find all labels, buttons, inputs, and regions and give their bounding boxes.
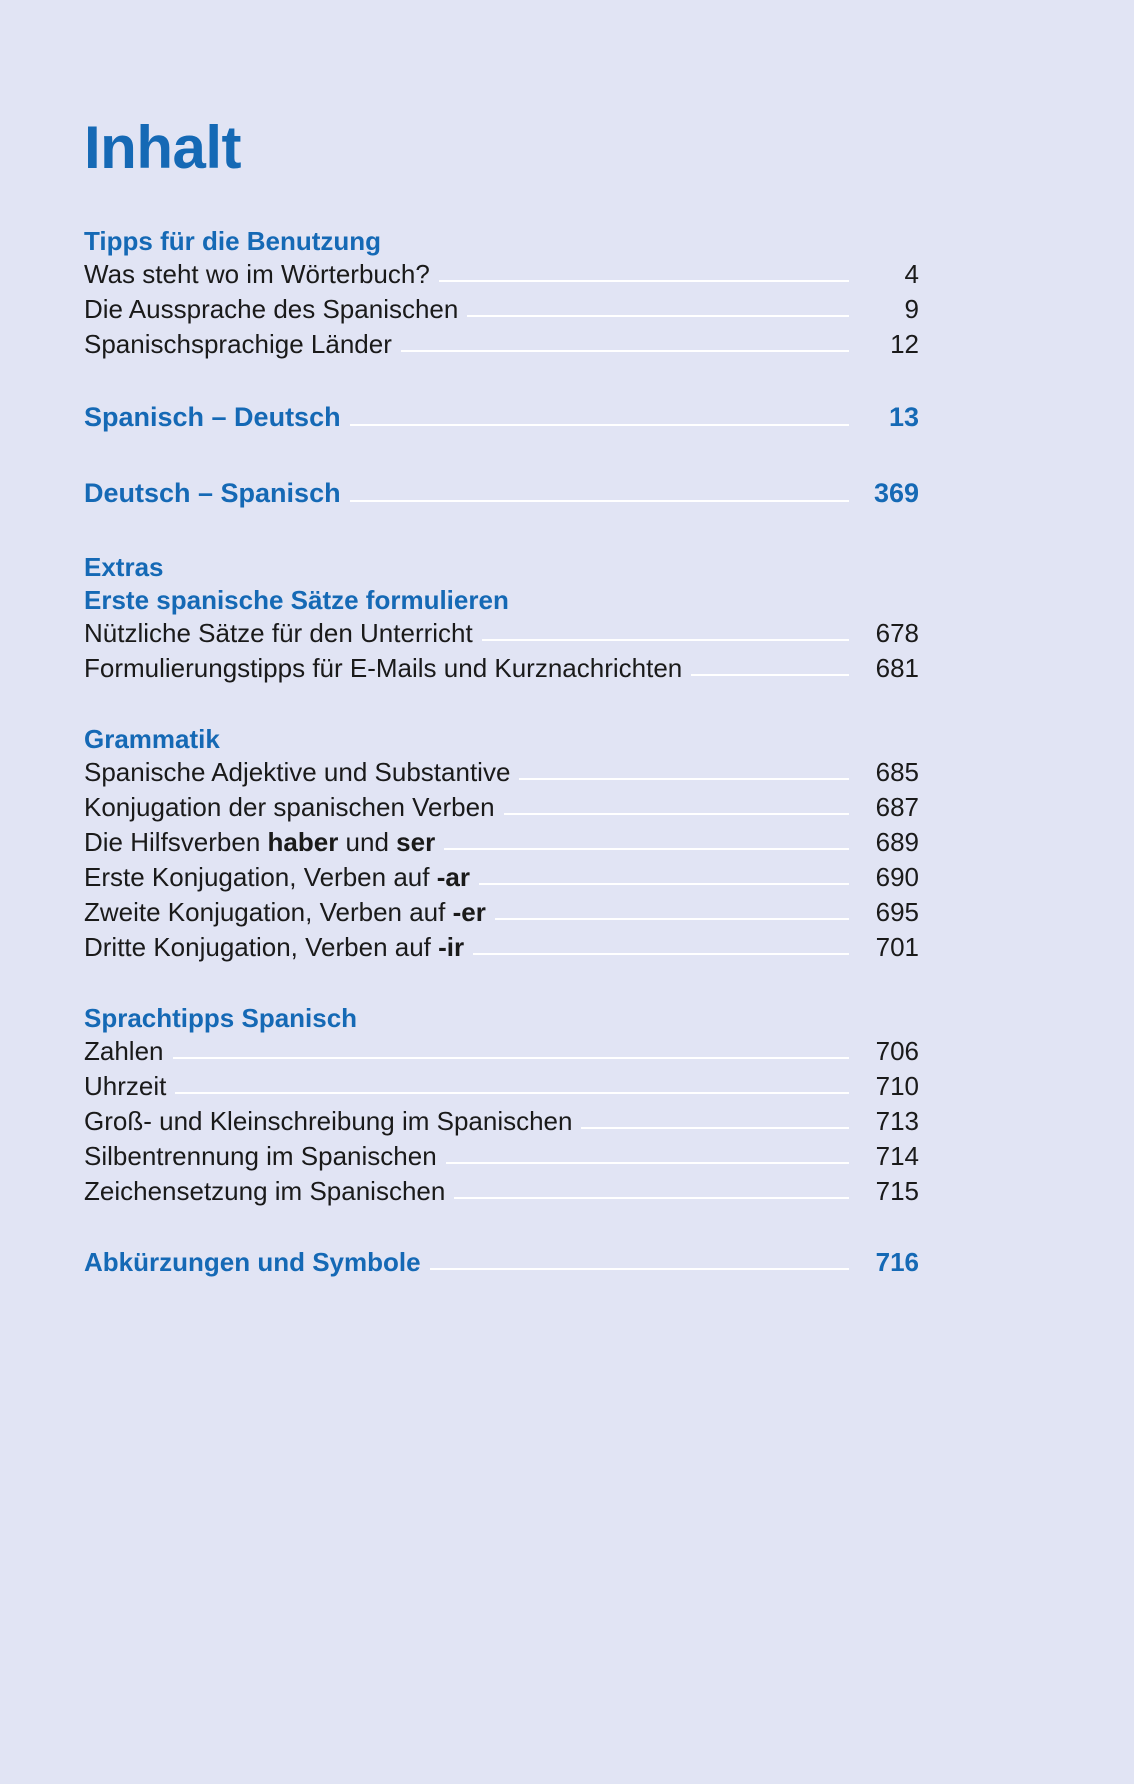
- toc-entry[interactable]: [84, 930, 919, 965]
- toc-leader-line: [444, 849, 849, 850]
- toc-entry-label: Erste spanische Sätze formulieren: [84, 585, 509, 615]
- toc-page-number: 9: [904, 294, 919, 324]
- toc-page-number: 685: [875, 757, 919, 787]
- toc-entry[interactable]: [84, 755, 919, 790]
- toc-section-abkuerzungen: [84, 1245, 919, 1278]
- page-title: Inhalt: [84, 114, 241, 181]
- toc-heading[interactable]: [84, 1245, 919, 1278]
- toc-entry[interactable]: [84, 292, 919, 327]
- toc-entry[interactable]: [84, 257, 919, 292]
- toc-entry-label: Sprachtipps Spanisch: [84, 1003, 358, 1033]
- toc-entry-label: Was steht wo im Wörterbuch?: [84, 259, 430, 289]
- toc-entry-label: Spanischsprachige Länder: [84, 329, 392, 359]
- toc-entry[interactable]: [84, 651, 919, 686]
- toc-page-number: 13: [888, 402, 919, 432]
- toc-entry[interactable]: [84, 825, 919, 860]
- toc-page-number: 690: [875, 862, 919, 892]
- toc-heading[interactable]: [84, 398, 919, 438]
- toc-page-number: 716: [875, 1247, 919, 1277]
- toc-section-deutsch-spanisch: [84, 474, 919, 514]
- toc-entry-label: Zweite Konjugation, Verben auf -er: [84, 897, 486, 927]
- toc-entry-label: Silbentrennung im Spanischen: [84, 1141, 437, 1171]
- toc-entry[interactable]: [84, 1034, 919, 1069]
- toc-entry-label: Spanisch – Deutsch: [84, 402, 341, 432]
- toc-groups: [84, 224, 919, 1278]
- toc-page-number: 369: [873, 478, 919, 508]
- toc-page-number: 678: [875, 618, 919, 648]
- toc-heading[interactable]: [84, 583, 919, 616]
- toc-heading[interactable]: [84, 474, 919, 514]
- toc-leader-line: [518, 607, 849, 608]
- toc-leader-line: [390, 248, 849, 249]
- toc-entry[interactable]: [84, 1069, 919, 1104]
- toc-entry[interactable]: [84, 895, 919, 930]
- toc-leader-line: [691, 675, 849, 676]
- toc-leader-line: [473, 954, 849, 955]
- toc-entry-label: Konjugation der spanischen Verben: [84, 792, 495, 822]
- toc-entry[interactable]: [84, 860, 919, 895]
- toc-page-number: 701: [875, 932, 919, 962]
- toc-page-number: 710: [875, 1071, 919, 1101]
- toc-entry-label: Zeichensetzung im Spanischen: [84, 1176, 446, 1206]
- toc-section-sprachtipps: [84, 1001, 919, 1209]
- toc-entry-label: Groß- und Kleinschreibung im Spanischen: [84, 1106, 573, 1136]
- toc-leader-line: [439, 281, 849, 282]
- toc-entry-label: Erste Konjugation, Verben auf -ar: [84, 862, 470, 892]
- toc-leader-line: [229, 746, 849, 747]
- toc-page-number: 714: [875, 1141, 919, 1171]
- toc-leader-line: [366, 1025, 849, 1026]
- toc-leader-line: [446, 1163, 849, 1164]
- toc-section-grammatik: [84, 722, 919, 965]
- toc-entry[interactable]: [84, 1174, 919, 1209]
- table-of-contents: [84, 114, 919, 1278]
- toc-entry[interactable]: [84, 1104, 919, 1139]
- toc-entry-label: Spanische Adjektive und Substantive: [84, 757, 511, 787]
- toc-page-number: 713: [875, 1106, 919, 1136]
- toc-heading[interactable]: [84, 722, 919, 755]
- toc-entry-label: Uhrzeit: [84, 1071, 167, 1101]
- toc-heading[interactable]: [84, 1001, 919, 1034]
- toc-page-number: 706: [875, 1036, 919, 1066]
- toc-section-tipps: [84, 224, 919, 362]
- toc-entry-label: Dritte Konjugation, Verben auf -ir: [84, 932, 465, 962]
- toc-heading[interactable]: [84, 224, 919, 257]
- toc-entry-label: Abkürzungen und Symbole: [84, 1247, 421, 1277]
- toc-entry-label: Die Hilfsverben haber und ser: [84, 827, 436, 857]
- toc-leader-line: [519, 779, 849, 780]
- toc-entry-label: Nützliche Sätze für den Unterricht: [84, 618, 473, 648]
- toc-entry-label: Zahlen: [84, 1036, 164, 1066]
- toc-leader-line: [175, 1093, 849, 1094]
- toc-page-number: 715: [875, 1176, 919, 1206]
- toc-page-number: 681: [875, 653, 919, 683]
- toc-leader-line: [173, 574, 850, 575]
- toc-page-number: 4: [904, 259, 919, 289]
- toc-heading[interactable]: [84, 550, 919, 583]
- toc-leader-line: [430, 1269, 849, 1270]
- toc-entry[interactable]: [84, 327, 919, 362]
- toc-entry[interactable]: [84, 616, 919, 651]
- toc-section-spanisch-deutsch: [84, 398, 919, 438]
- toc-page-number: 689: [875, 827, 919, 857]
- toc-leader-line: [504, 814, 849, 815]
- toc-entry[interactable]: [84, 790, 919, 825]
- toc-leader-line: [467, 316, 849, 317]
- toc-leader-line: [350, 425, 849, 426]
- toc-entry-label: Die Aussprache des Spanischen: [84, 294, 459, 324]
- toc-leader-line: [581, 1128, 849, 1129]
- toc-leader-line: [350, 501, 849, 502]
- toc-page-number: 687: [875, 792, 919, 822]
- toc-leader-line: [454, 1198, 849, 1199]
- toc-leader-line: [401, 351, 849, 352]
- toc-entry-label: Grammatik: [84, 724, 220, 754]
- toc-page-number: 695: [875, 897, 919, 927]
- toc-entry-label: Formulierungstipps für E-Mails und Kurznachrichten: [84, 653, 683, 683]
- toc-leader-line: [173, 1058, 850, 1059]
- toc-page-number: 12: [890, 329, 919, 359]
- toc-entry-label: Extras: [84, 552, 164, 582]
- toc-section-extras: [84, 550, 919, 686]
- toc-leader-line: [479, 884, 849, 885]
- toc-leader-line: [495, 919, 849, 920]
- toc-leader-line: [482, 640, 849, 641]
- toc-entry-label: Tipps für die Benutzung: [84, 226, 382, 256]
- toc-entry-label: Deutsch – Spanisch: [84, 478, 341, 508]
- toc-entry[interactable]: [84, 1139, 919, 1174]
